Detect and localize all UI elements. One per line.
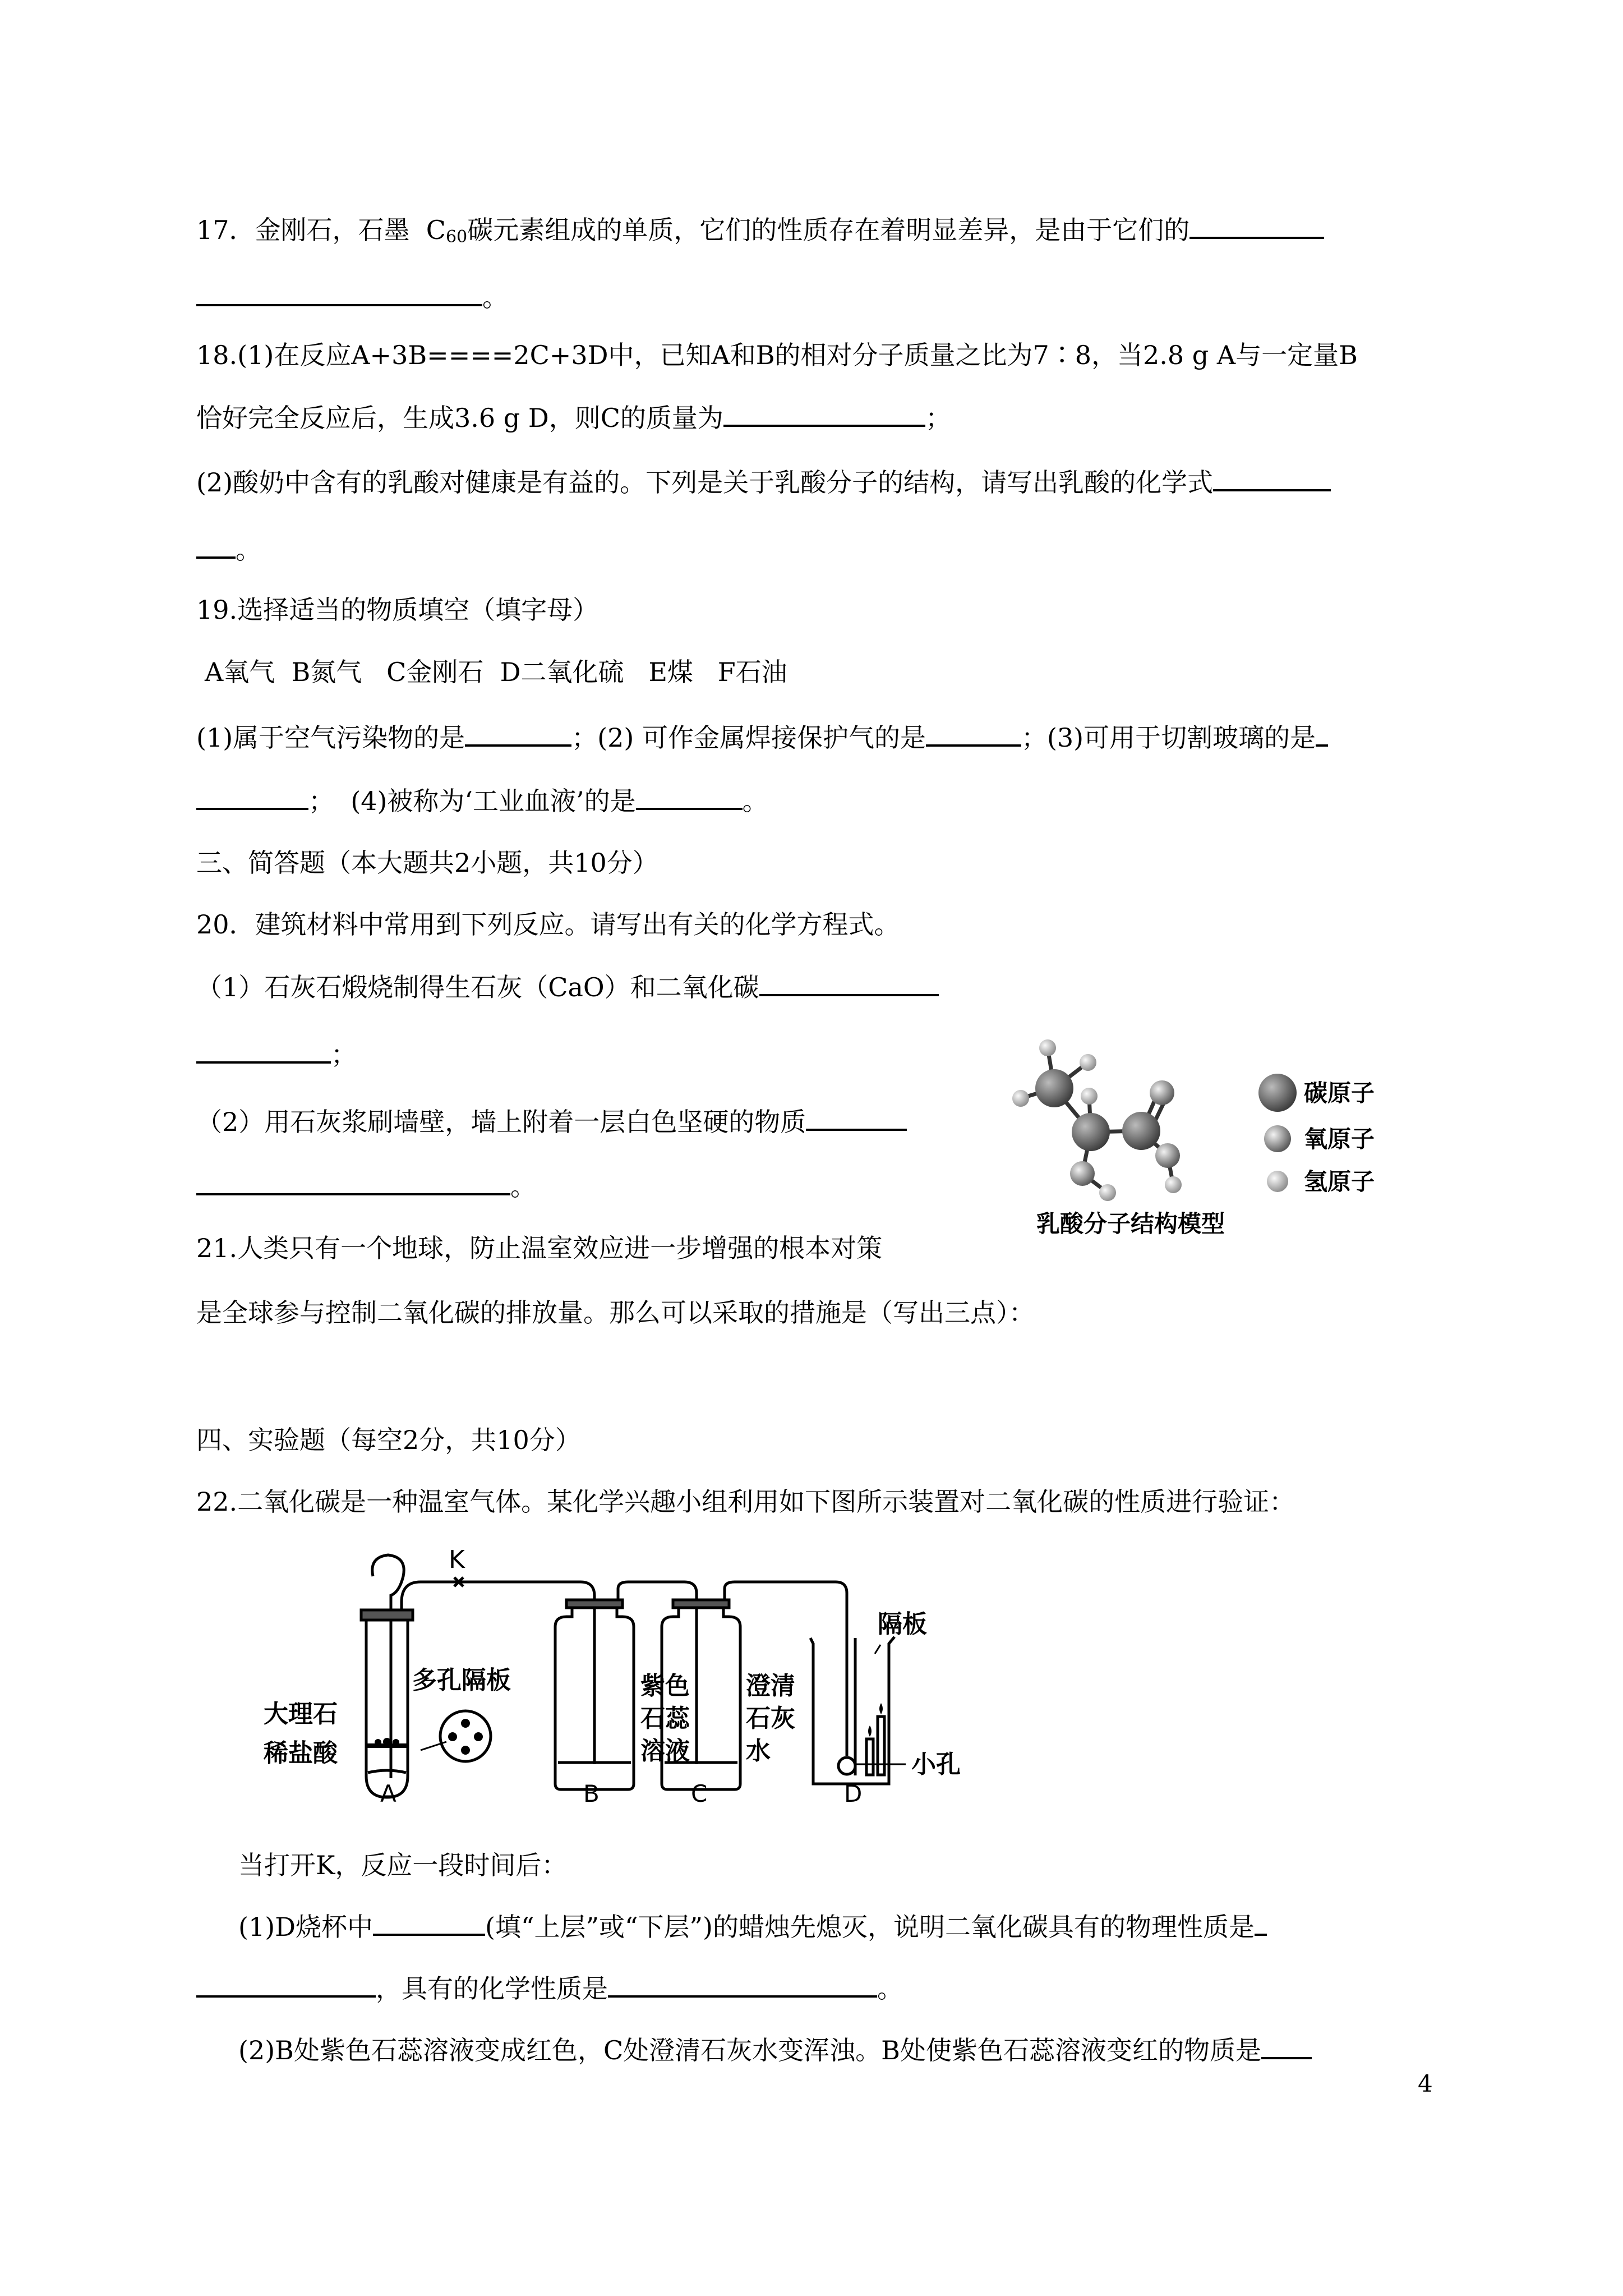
- q19-end: 。: [742, 786, 768, 816]
- q22-physical-blank-b[interactable]: [196, 1971, 376, 1998]
- q20-part2-cont: [196, 1168, 536, 1203]
- apparatus-diagram: [252, 1548, 1038, 1806]
- q19-text-4: ； (4)被称为‘工业血液’的是: [308, 786, 636, 816]
- partition-pointer: [875, 1645, 880, 1654]
- section-4-heading: [196, 1423, 581, 1457]
- q19-options: [205, 655, 787, 689]
- lime-label-2: 石灰: [746, 1704, 795, 1733]
- q22-part1-cont: [196, 1971, 903, 2005]
- q17-line2: [196, 279, 508, 314]
- q22-part1: [238, 1909, 1267, 1944]
- q20-part1-end: ；: [331, 1039, 357, 1070]
- q20-part1-text: （1）石灰石煅烧制得生石灰（CaO）和二氧化碳: [196, 972, 759, 1002]
- lime-label-3: 水: [746, 1737, 771, 1765]
- q21-text-1: 21.人类只有一个地球，防止温室效应进一步增强的根本对策: [196, 1233, 883, 1263]
- q22-physical-blank-a[interactable]: [1255, 1909, 1267, 1936]
- q19-title-text: 19.选择适当的物质填空（填字母）: [196, 595, 599, 625]
- q22-part2-text: (2)B处紫色石蕊溶液变成红色，C处澄清石灰水变浑浊。B处使紫色石蕊溶液变红的物质是: [238, 2035, 1261, 2065]
- oxygen-atom: [1070, 1161, 1095, 1186]
- flame-upper: [868, 1726, 872, 1737]
- hydrogen-atom: [1080, 1054, 1096, 1071]
- q19-blank-3a[interactable]: [1316, 720, 1328, 747]
- q22-chemical-blank[interactable]: [608, 1971, 877, 1998]
- flame-lower: [879, 1703, 883, 1714]
- q22-intro: [238, 1848, 567, 1882]
- q17-answer-blank-1[interactable]: [1189, 212, 1324, 239]
- q20-blank-1b[interactable]: [196, 1037, 331, 1064]
- q18-sep: ；: [925, 403, 951, 433]
- stopper-b: [566, 1600, 623, 1608]
- co2-apparatus-figure: [252, 1548, 1038, 1806]
- litmus-label-1: 紫色: [640, 1672, 690, 1700]
- q19-text-2: ；(2) 可作金属焊接保护气的是: [571, 723, 926, 753]
- q19-blank-1[interactable]: [465, 720, 571, 747]
- q20-blank-2a[interactable]: [806, 1104, 907, 1131]
- q22-layer-blank[interactable]: [373, 1909, 485, 1936]
- hydrogen-atom: [1165, 1176, 1182, 1193]
- q22-part2: [238, 2032, 1312, 2067]
- q17-line1: 17．金刚石，石墨 $C_{60}$碳元素组成的单质，它们的性质存在着明显差异，是由于它们的: [196, 212, 1324, 254]
- marble-chip: [375, 1739, 381, 1746]
- q18-text-3: (2)酸奶中含有的乳酸对健康是有益的。下列是关于乳酸分子的结构，请写出乳酸的化学式: [196, 467, 1214, 498]
- q20-part1-cont: [196, 1037, 357, 1071]
- acid-level: [368, 1770, 406, 1773]
- q19-line3: [196, 720, 1328, 754]
- q21-line1: [196, 1231, 882, 1265]
- legend-oxygen-swatch: [1264, 1125, 1291, 1152]
- q17-end: 。: [482, 282, 508, 312]
- section-3-heading: [196, 846, 658, 880]
- carbon-atom: [1072, 1113, 1110, 1151]
- c60-subscript: 60: [446, 227, 468, 247]
- q22-intro-text: 当打开K，反应一段时间后：: [238, 1850, 568, 1880]
- q20-part2: [196, 1104, 907, 1139]
- q18-line1: [196, 338, 1358, 372]
- q20-title-text: 20．建筑材料中常用到下列反应。请写出有关的化学方程式。: [196, 909, 900, 940]
- q22-part1-end: 。: [877, 1973, 903, 2004]
- q19-blank-4[interactable]: [636, 783, 743, 810]
- molecule-caption: 乳酸分子结构模型: [1036, 1210, 1225, 1237]
- q19-line4: [196, 783, 768, 818]
- marble-label: 大理石: [264, 1700, 338, 1728]
- q17-text-a: 17．金刚石，石墨: [196, 215, 410, 245]
- lactic-acid-model-figure: [1004, 1027, 1430, 1240]
- q19-options-text: A氧气 B氮气 C金刚石 D二氧化硫 E煤 F石油: [205, 657, 787, 687]
- q19-blank-2[interactable]: [926, 720, 1021, 747]
- q20-blank-1a[interactable]: [759, 969, 939, 996]
- plate-hole: [448, 1732, 457, 1741]
- oxygen-atom: [1150, 1080, 1174, 1105]
- porous-plate-label: 多孔隔板: [412, 1666, 511, 1695]
- hole-label: 小孔: [911, 1750, 961, 1779]
- valve-k-label: K: [449, 1548, 465, 1574]
- q21-line2: [196, 1296, 1035, 1329]
- legend-hydrogen-swatch: [1267, 1171, 1288, 1192]
- plate-hole: [461, 1746, 470, 1755]
- q18-line3: [196, 464, 1331, 499]
- q19-text-1: (1)属于空气污染物的是: [196, 723, 465, 753]
- legend-carbon-label: 碳原子: [1304, 1079, 1375, 1107]
- q22-title-text: 22.二氧化碳是一种温室气体。某化学兴趣小组利用如下图所示装置对二氧化碳的性质进行验证：: [196, 1487, 1295, 1517]
- label-a: A: [380, 1780, 396, 1806]
- candle-upper: [866, 1739, 873, 1775]
- litmus-label-2: 石蕊: [640, 1704, 690, 1733]
- label-d: D: [844, 1780, 863, 1806]
- q18-text-2: 恰好完全反应后，生成3.6 g D，则C的质量为: [196, 403, 723, 433]
- litmus-label-3: 溶液: [640, 1737, 690, 1765]
- partition-label: 隔板: [878, 1610, 927, 1639]
- q22-part1-text-b: (填“上层”或“下层”)的蜡烛先熄灭，说明二氧化碳具有的物理性质是: [485, 1912, 1255, 1942]
- q18-formula-blank-2[interactable]: [196, 532, 236, 559]
- label-b: B: [583, 1780, 600, 1806]
- stopper-c: [673, 1600, 729, 1608]
- plate-hole: [461, 1719, 470, 1728]
- legend-hydrogen-label: 氢原子: [1304, 1168, 1375, 1195]
- legend-oxygen-label: 氧原子: [1304, 1125, 1375, 1153]
- carbon-atom: [1035, 1069, 1073, 1107]
- q18-text-1: 18.(1)在反应A+3B====2C+3D中，已知A和B的相对分子质量之比为7∶8，当2.8 g A与一定量B: [196, 340, 1358, 370]
- q18-line2: [196, 400, 951, 435]
- q20-part1: [196, 969, 939, 1004]
- q22-substance-blank[interactable]: [1261, 2032, 1312, 2059]
- q18-end: 。: [236, 535, 261, 565]
- q18-formula-blank-1[interactable]: [1213, 464, 1331, 491]
- section-4-text: 四、实验题（每空2分，共10分）: [196, 1425, 581, 1455]
- marble-chip: [393, 1739, 399, 1746]
- q21-text-2: 是全球参与控制二氧化碳的排放量。那么可以采取的措施是（写出三点）：: [196, 1297, 1035, 1328]
- lime-label-1: 澄清: [746, 1672, 795, 1700]
- q19-blank-3b[interactable]: [196, 783, 308, 810]
- section-3-text: 三、简答题（本大题共2小题，共10分）: [196, 848, 658, 878]
- q17-text-b: 碳元素组成的单质，它们的性质存在着明显差异，是由于它们的: [467, 215, 1190, 245]
- legend-carbon-swatch: [1258, 1074, 1297, 1112]
- stopper-a: [361, 1610, 413, 1620]
- hydrogen-atom: [1012, 1090, 1029, 1107]
- carbon-atom: [1122, 1112, 1160, 1150]
- q20-title: [196, 908, 900, 941]
- candle-lower: [878, 1717, 884, 1775]
- hydrogen-atom: [1081, 1088, 1098, 1105]
- q19-text-3: ；(3)可用于切割玻璃的是: [1021, 723, 1316, 753]
- plate-hole: [474, 1732, 483, 1741]
- oxygen-atom: [1155, 1143, 1180, 1168]
- marble-chip: [383, 1738, 391, 1746]
- q18-line4: [196, 532, 261, 567]
- acid-label: 稀盐酸: [264, 1739, 338, 1768]
- q20-part2-end: 。: [510, 1171, 536, 1202]
- page-number: 4: [1418, 2070, 1433, 2097]
- q20-blank-2b[interactable]: [196, 1168, 510, 1195]
- hydrogen-atom: [1099, 1184, 1116, 1201]
- q22-part1-text-a: (1)D烧杯中: [238, 1912, 374, 1942]
- q19-title: [196, 593, 598, 627]
- q20-part2-text: （2）用石灰浆刷墙壁，墙上附着一层白色坚硬的物质: [196, 1107, 806, 1137]
- label-c: C: [691, 1780, 708, 1806]
- hydrogen-atom: [1039, 1039, 1056, 1056]
- molecule-diagram: [1004, 1027, 1430, 1240]
- q22-part1-text-c: ，具有的化学性质是: [376, 1973, 608, 2004]
- small-hole: [838, 1757, 855, 1774]
- q18-mass-blank[interactable]: [723, 400, 925, 427]
- q22-title: [196, 1485, 1295, 1519]
- q17-answer-blank-2[interactable]: [196, 279, 482, 306]
